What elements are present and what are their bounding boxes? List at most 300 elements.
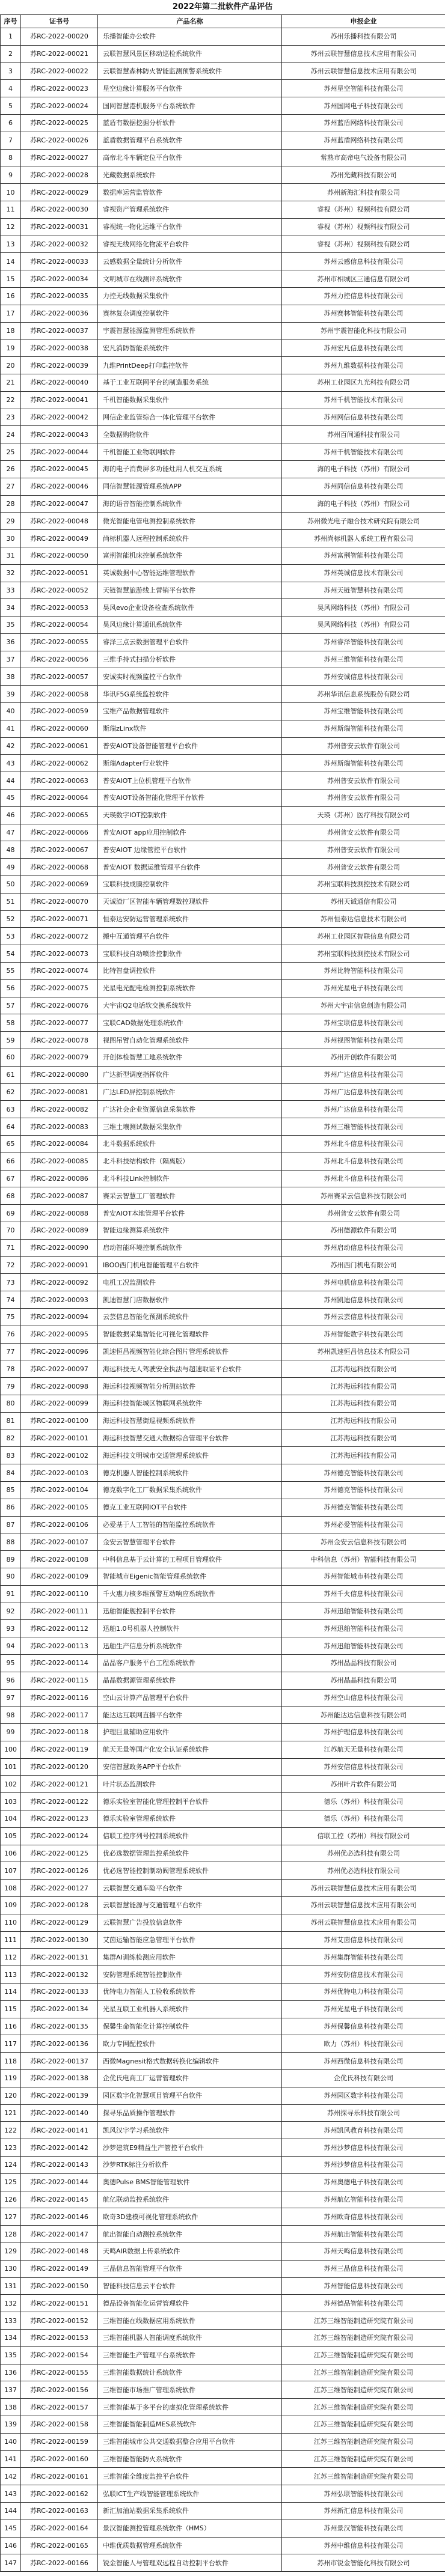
- company-cell: 苏州启动信息科技有限公司: [282, 1239, 445, 1256]
- product-name-cell: 新汇加油站数据采集系统软件: [98, 2502, 282, 2520]
- product-name-cell: 海远科技视频智能分析测站软件: [98, 1378, 282, 1395]
- cert-number-cell: 苏RC-2022-00122: [21, 1793, 98, 1810]
- seq-cell: 39: [1, 686, 21, 703]
- company-cell: 苏州宏凡信息科技有限公司: [282, 340, 445, 357]
- table-row: [1, 1984, 445, 2001]
- product-name-cell: 护理巨量辅助应用软件: [98, 1724, 282, 1741]
- product-name-cell: 晶晶客户服务平台工程系统软件: [98, 1654, 282, 1672]
- table-row: [1, 322, 445, 340]
- seq-cell: 6: [1, 114, 21, 132]
- product-name-cell: 安诚实时视频监控平台软件: [98, 668, 282, 686]
- product-name-cell: 三晶信息智能管理平台软件: [98, 2260, 282, 2277]
- cert-number-cell: 苏RC-2022-00084: [21, 1136, 98, 1153]
- product-name-cell: 光藏数据系统软件: [98, 166, 282, 184]
- product-name-cell: 全数据购物软件: [98, 426, 282, 443]
- product-name-cell: 三维智能智能制造MES系统软件: [98, 2416, 282, 2433]
- seq-cell: 129: [1, 2243, 21, 2261]
- product-name-cell: 力控无线数据采集软件: [98, 287, 282, 305]
- company-cell: 苏州千火信息科技有限公司: [282, 1585, 445, 1603]
- seq-cell: 49: [1, 859, 21, 876]
- table-row: [1, 1776, 445, 1793]
- company-cell: 江苏三维智能制造研究院有限公司: [282, 2364, 445, 2381]
- company-cell: 江苏三维智能制造研究院有限公司: [282, 2329, 445, 2346]
- company-cell: 常熟市高帝电气设备有限公司: [282, 149, 445, 166]
- product-name-cell: 基于工业互联网平台的制造服务系统: [98, 374, 282, 391]
- company-cell: 苏州护理信息科技有限公司: [282, 1724, 445, 1741]
- company-cell: 苏州普安云软件有限公司: [282, 841, 445, 859]
- company-cell: 苏州工业园区智联信息有限公司: [282, 928, 445, 945]
- cert-number-cell: 苏RC-2022-00162: [21, 2485, 98, 2503]
- company-cell: 苏州赛采云信息科技有限公司: [282, 1187, 445, 1205]
- product-name-cell: 光星互联工业机器人系统软件: [98, 2000, 282, 2018]
- table-row: [1, 1343, 445, 1360]
- table-row: [1, 1256, 445, 1274]
- cert-number-cell: 苏RC-2022-00149: [21, 2260, 98, 2277]
- product-name-cell: 天链智慧旅游线上营销平台软件: [98, 582, 282, 599]
- cert-number-cell: 苏RC-2022-00102: [21, 1447, 98, 1464]
- table-row: [1, 2018, 445, 2035]
- product-name-cell: 中维优质数据管理系统软件: [98, 2537, 282, 2554]
- seq-cell: 86: [1, 1499, 21, 1516]
- product-name-cell: 信联工控序列号控制系统软件: [98, 1827, 282, 1845]
- cert-number-cell: 苏RC-2022-00163: [21, 2502, 98, 2520]
- company-cell: 苏州比特智能科技有限公司: [282, 963, 445, 980]
- table-header: [1, 15, 445, 28]
- product-name-cell: 华讯F5G系统监控软件: [98, 686, 282, 703]
- seq-cell: 103: [1, 1793, 21, 1810]
- company-cell: 苏州宝联信息科技有限公司: [282, 1014, 445, 1032]
- seq-cell: 20: [1, 357, 21, 374]
- cert-number-cell: 苏RC-2022-00031: [21, 218, 98, 236]
- cert-number-cell: 苏RC-2022-00091: [21, 1256, 98, 1274]
- company-cell: 苏州普安云软件有限公司: [282, 824, 445, 841]
- table-row: [1, 1464, 445, 1482]
- product-name-cell: 集群AI训练检测应用软件: [98, 1949, 282, 1966]
- table-row: [1, 1689, 445, 1707]
- product-name-cell: 乐播智能办公软件: [98, 28, 282, 46]
- product-name-cell: 三维智能生产管理平台系统软件: [98, 2346, 282, 2364]
- table-row: [1, 1481, 445, 1499]
- company-cell: 苏州开创软件有限公司: [282, 1049, 445, 1067]
- cert-number-cell: 苏RC-2022-00109: [21, 1568, 98, 1585]
- product-name-cell: 搬中互通管理平台软件: [98, 928, 282, 945]
- table-row: [1, 1603, 445, 1620]
- table-row: [1, 1810, 445, 1828]
- cert-number-cell: 苏RC-2022-00050: [21, 547, 98, 564]
- table-row: [1, 1326, 445, 1343]
- product-name-cell: 赛采云智慧工厂管理软件: [98, 1187, 282, 1205]
- table-row: [1, 2399, 445, 2416]
- cert-number-cell: 苏RC-2022-00058: [21, 686, 98, 703]
- company-cell: 苏州迅舶智能科技有限公司: [282, 1637, 445, 1655]
- table-row: [1, 2312, 445, 2330]
- cert-number-cell: 苏RC-2022-00132: [21, 1966, 98, 1984]
- company-cell: 苏州北斗信息科技有限公司: [282, 1170, 445, 1187]
- seq-cell: 110: [1, 1914, 21, 1931]
- seq-cell: 4: [1, 80, 21, 97]
- company-cell: 苏州凯速恒昌信息技术有限公司: [282, 1343, 445, 1360]
- seq-cell: 47: [1, 824, 21, 841]
- seq-cell: 25: [1, 443, 21, 461]
- product-name-cell: 空山云计算产品管理平台软件: [98, 1689, 282, 1707]
- table-row: [1, 1170, 445, 1187]
- cert-number-cell: 苏RC-2022-00113: [21, 1637, 98, 1655]
- seq-cell: 66: [1, 1153, 21, 1170]
- table-row: [1, 1360, 445, 1378]
- cert-number-cell: 苏RC-2022-00071: [21, 910, 98, 928]
- cert-number-cell: 苏RC-2022-00150: [21, 2277, 98, 2295]
- company-cell: 江苏三维智能制造研究院有限公司: [282, 2399, 445, 2416]
- cert-number-cell: 苏RC-2022-00062: [21, 755, 98, 772]
- company-cell: 苏州普安云软件有限公司: [282, 859, 445, 876]
- seq-cell: 105: [1, 1827, 21, 1845]
- seq-cell: 29: [1, 513, 21, 530]
- seq-cell: 123: [1, 2139, 21, 2157]
- cert-number-cell: 苏RC-2022-00117: [21, 1707, 98, 1724]
- product-name-cell: 广达LED屏控制系统软件: [98, 1083, 282, 1101]
- seq-cell: 96: [1, 1672, 21, 1689]
- table-row: [1, 409, 445, 426]
- company-cell: 苏州广达信息科技有限公司: [282, 1083, 445, 1101]
- table-row: [1, 460, 445, 478]
- seq-cell: 130: [1, 2260, 21, 2277]
- company-cell: 苏州三维智能科技有限公司: [282, 1118, 445, 1136]
- table-row: [1, 876, 445, 894]
- company-cell: 江苏海远科技有限公司: [282, 1360, 445, 1378]
- table-row: [1, 1412, 445, 1430]
- table-row: [1, 1672, 445, 1689]
- product-name-cell: 云联智慧风景区移动巡检系统软件: [98, 45, 282, 62]
- cert-number-cell: 苏RC-2022-00092: [21, 1274, 98, 1291]
- table-row: [1, 1153, 445, 1170]
- product-name-cell: 启动智能环境控制系统软件: [98, 1239, 282, 1256]
- product-name-cell: 千机智能数据采集软件: [98, 391, 282, 409]
- product-name-cell: 德乐实验室管理系统软件: [98, 1810, 282, 1828]
- product-name-cell: 光星电光配电检测控制系统软件: [98, 979, 282, 997]
- product-name-cell: 迅舶生产信息分析系统软件: [98, 1637, 282, 1655]
- seq-cell: 99: [1, 1724, 21, 1741]
- product-name-cell: 三维智能基于多平台的虚拟化管理系统软件: [98, 2399, 282, 2416]
- seq-cell: 51: [1, 893, 21, 910]
- product-name-cell: 三维智能数据统计系统软件: [98, 2364, 282, 2381]
- table-row: [1, 478, 445, 495]
- cert-number-cell: 苏RC-2022-00155: [21, 2364, 98, 2381]
- product-name-cell: 航出智能自动测控系统软件: [98, 2226, 282, 2243]
- seq-cell: 120: [1, 2087, 21, 2104]
- seq-cell: 90: [1, 1568, 21, 1585]
- seq-cell: 92: [1, 1603, 21, 1620]
- table-row: [1, 910, 445, 928]
- seq-cell: 65: [1, 1136, 21, 1153]
- company-cell: 苏州天链智慧科技有限公司: [282, 582, 445, 599]
- cert-number-cell: 苏RC-2022-00098: [21, 1378, 98, 1395]
- seq-cell: 55: [1, 963, 21, 980]
- product-name-cell: 艾茵运输智能应急管理平台软件: [98, 1931, 282, 1949]
- company-cell: 苏州德品智能科技有限公司: [282, 2295, 445, 2312]
- seq-cell: 118: [1, 2053, 21, 2070]
- seq-cell: 124: [1, 2157, 21, 2174]
- cert-number-cell: 苏RC-2022-00165: [21, 2537, 98, 2554]
- product-name-cell: 云联智慧森林防火智能监测预警系统软件: [98, 62, 282, 80]
- cert-number-cell: 苏RC-2022-00136: [21, 2035, 98, 2053]
- product-name-cell: 海远科技无人驾驶安全执法与超速取证平台软件: [98, 1360, 282, 1378]
- seq-cell: 138: [1, 2399, 21, 2416]
- product-name-cell: 海远科技智慧街巡视频系统软件: [98, 1412, 282, 1430]
- seq-cell: 52: [1, 910, 21, 928]
- table-row: [1, 2502, 445, 2520]
- table-row: [1, 236, 445, 253]
- cert-number-cell: 苏RC-2022-00081: [21, 1083, 98, 1101]
- product-name-cell: 晶晶数据源管理系统软件: [98, 1672, 282, 1689]
- cert-number-cell: 苏RC-2022-00041: [21, 391, 98, 409]
- seq-cell: 27: [1, 478, 21, 495]
- seq-cell: 111: [1, 1931, 21, 1949]
- product-name-cell: 三维智能全维度监控平台软件: [98, 2468, 282, 2485]
- seq-cell: 19: [1, 340, 21, 357]
- company-cell: 苏州宝联科技测控技术有限公司: [282, 876, 445, 894]
- table-row: [1, 1845, 445, 1862]
- seq-cell: 76: [1, 1326, 21, 1343]
- company-cell: 苏州德克智能科技有限公司: [282, 1499, 445, 1516]
- product-name-cell: 广达社会企业资源信息采集软件: [98, 1101, 282, 1118]
- cert-number-cell: 苏RC-2022-00061: [21, 737, 98, 755]
- company-cell: 苏州艾茵信息科技有限公司: [282, 1931, 445, 1949]
- cert-number-cell: 苏RC-2022-00027: [21, 149, 98, 166]
- cert-number-cell: 苏RC-2022-00094: [21, 1308, 98, 1326]
- seq-cell: 95: [1, 1654, 21, 1672]
- company-cell: 苏州迅舶智能科技有限公司: [282, 1620, 445, 1637]
- cert-number-cell: 苏RC-2022-00080: [21, 1066, 98, 1083]
- seq-cell: 21: [1, 374, 21, 391]
- cert-number-cell: 苏RC-2022-00059: [21, 703, 98, 720]
- table-row: [1, 824, 445, 841]
- table-row: [1, 1568, 445, 1585]
- table-row: [1, 1707, 445, 1724]
- company-cell: 苏州大宇宙信息创造有限公司: [282, 997, 445, 1014]
- product-name-cell: 同信智慧能源管理系统APP: [98, 478, 282, 495]
- seq-cell: 91: [1, 1585, 21, 1603]
- company-cell: 中科信息（苏州）智能科技有限公司: [282, 1551, 445, 1568]
- seq-cell: 44: [1, 772, 21, 790]
- product-name-cell: 叶片状态监测软件: [98, 1776, 282, 1793]
- company-cell: 苏州智能数字科技有限公司: [282, 1326, 445, 1343]
- product-name-cell: 航亿联动监控系统软件: [98, 2191, 282, 2208]
- cert-number-cell: 苏RC-2022-00156: [21, 2381, 98, 2399]
- seq-cell: 74: [1, 1291, 21, 1309]
- product-name-cell: 开创体检智慧工地系统软件: [98, 1049, 282, 1067]
- seq-cell: 11: [1, 201, 21, 218]
- seq-cell: 3: [1, 62, 21, 80]
- cert-number-cell: 苏RC-2022-00063: [21, 772, 98, 790]
- table-row: [1, 391, 445, 409]
- company-cell: 苏州三晶信息科技有限公司: [282, 2260, 445, 2277]
- cert-number-cell: 苏RC-2022-00104: [21, 1481, 98, 1499]
- company-cell: 苏州沙梦信息科技有限公司: [282, 2139, 445, 2157]
- company-cell: 江苏航天无量科技有限公司: [282, 1741, 445, 1758]
- cert-number-cell: 苏RC-2022-00028: [21, 166, 98, 184]
- table-row: [1, 1187, 445, 1205]
- cert-number-cell: 苏RC-2022-00033: [21, 253, 98, 270]
- cert-number-cell: 苏RC-2022-00065: [21, 806, 98, 824]
- cert-number-cell: 苏RC-2022-00097: [21, 1360, 98, 1378]
- cert-number-cell: 苏RC-2022-00020: [21, 28, 98, 46]
- seq-cell: 46: [1, 806, 21, 824]
- header-seq: 序号: [1, 15, 21, 28]
- cert-number-cell: 苏RC-2022-00049: [21, 530, 98, 547]
- table-row: [1, 1101, 445, 1118]
- table-row: [1, 1014, 445, 1032]
- seq-cell: 1: [1, 28, 21, 46]
- cert-number-cell: 苏RC-2022-00025: [21, 114, 98, 132]
- company-cell: 苏州宝维智能科技有限公司: [282, 703, 445, 720]
- cert-number-cell: 苏RC-2022-00142: [21, 2139, 98, 2157]
- table-row: [1, 1395, 445, 1412]
- company-cell: 苏州天诚通信有限公司: [282, 893, 445, 910]
- product-name-cell: 优必选智能控制制动阀管理系统软件: [98, 1862, 282, 1880]
- company-cell: 苏州凯风教育科技有限公司: [282, 2122, 445, 2139]
- seq-cell: 137: [1, 2381, 21, 2399]
- cert-number-cell: 苏RC-2022-00044: [21, 443, 98, 461]
- company-cell: 苏州普安云软件有限公司: [282, 737, 445, 755]
- company-cell: 苏州光星电子科技有限公司: [282, 2000, 445, 2018]
- table-row: [1, 97, 445, 115]
- product-name-cell: 金安云智慧管理平台软件: [98, 1533, 282, 1551]
- cert-number-cell: 苏RC-2022-00089: [21, 1222, 98, 1239]
- table-row: [1, 893, 445, 910]
- seq-cell: 131: [1, 2277, 21, 2295]
- cert-number-cell: 苏RC-2022-00038: [21, 340, 98, 357]
- cert-number-cell: 苏RC-2022-00152: [21, 2312, 98, 2330]
- company-cell: 江苏三维智能制造研究院有限公司: [282, 2450, 445, 2468]
- seq-cell: 40: [1, 703, 21, 720]
- table-row: [1, 1308, 445, 1326]
- table-row: [1, 374, 445, 391]
- product-name-cell: 欧奇3D建模可视化管理系统软件: [98, 2208, 282, 2226]
- table-row: [1, 1205, 445, 1222]
- seq-cell: 143: [1, 2485, 21, 2503]
- product-name-cell: 三维手持式扫描分析软件: [98, 651, 282, 668]
- cert-number-cell: 苏RC-2022-00139: [21, 2087, 98, 2104]
- cert-number-cell: 苏RC-2022-00144: [21, 2173, 98, 2191]
- cert-number-cell: 苏RC-2022-00148: [21, 2243, 98, 2261]
- company-cell: 江苏三维智能制造研究院有限公司: [282, 2381, 445, 2399]
- header-row: [1, 15, 445, 28]
- table-row: [1, 651, 445, 668]
- product-name-cell: 普安AIOT app应用控制软件: [98, 824, 282, 841]
- cert-number-cell: 苏RC-2022-00046: [21, 478, 98, 495]
- product-name-cell: 三维智能在线数据应用系统软件: [98, 2312, 282, 2330]
- table-row: [1, 2468, 445, 2485]
- cert-number-cell: 苏RC-2022-00083: [21, 1118, 98, 1136]
- table-row: [1, 2173, 445, 2191]
- seq-cell: 23: [1, 409, 21, 426]
- table-row: [1, 253, 445, 270]
- cert-number-cell: 苏RC-2022-00093: [21, 1291, 98, 1309]
- cert-number-cell: 苏RC-2022-00045: [21, 460, 98, 478]
- table-row: [1, 2364, 445, 2381]
- cert-number-cell: 苏RC-2022-00100: [21, 1412, 98, 1430]
- seq-cell: 69: [1, 1205, 21, 1222]
- table-row: [1, 80, 445, 97]
- table-row: [1, 45, 445, 62]
- table-row: [1, 686, 445, 703]
- company-cell: 苏州安诚信息科技有限公司: [282, 668, 445, 686]
- table-row: [1, 668, 445, 686]
- seq-cell: 14: [1, 253, 21, 270]
- company-cell: 苏州三维智能科技有限公司: [282, 651, 445, 668]
- seq-cell: 104: [1, 1810, 21, 1828]
- seq-cell: 26: [1, 460, 21, 478]
- company-cell: 睿视（苏州）视频科技有限公司: [282, 236, 445, 253]
- cert-number-cell: 苏RC-2022-00131: [21, 1949, 98, 1966]
- product-name-cell: 文明城市在线测评系统软件: [98, 270, 282, 288]
- product-name-cell: 迅舶智能舰控制平台软件: [98, 1603, 282, 1620]
- company-cell: 苏州英诚信息技术有限公司: [282, 564, 445, 582]
- product-name-cell: 星空边缘计算服务平台软件: [98, 80, 282, 97]
- cert-number-cell: 苏RC-2022-00108: [21, 1551, 98, 1568]
- product-name-cell: 三维智能智能防火系统软件: [98, 2450, 282, 2468]
- cert-number-cell: 苏RC-2022-00079: [21, 1049, 98, 1067]
- seq-cell: 43: [1, 755, 21, 772]
- table-row: [1, 1083, 445, 1101]
- table-row: [1, 1049, 445, 1067]
- company-cell: 昊风网络科技（苏州）有限公司: [282, 599, 445, 617]
- cert-number-cell: 苏RC-2022-00043: [21, 426, 98, 443]
- cert-number-cell: 苏RC-2022-00130: [21, 1931, 98, 1949]
- table-row: [1, 495, 445, 513]
- product-name-cell: 九维PrintDeep打印监控软件: [98, 357, 282, 374]
- product-name-cell: 三维智能市场推广管理系统软件: [98, 2381, 282, 2399]
- seq-cell: 101: [1, 1758, 21, 1776]
- table-row: [1, 114, 445, 132]
- table-row: [1, 1758, 445, 1776]
- product-name-cell: 德品设备智能化运营管理软件: [98, 2295, 282, 2312]
- company-cell: 苏州天鸣信息科技有限公司: [282, 2243, 445, 2261]
- seq-cell: 127: [1, 2208, 21, 2226]
- product-name-cell: 电机工况监测软件: [98, 1274, 282, 1291]
- seq-cell: 114: [1, 1984, 21, 2001]
- seq-cell: 64: [1, 1118, 21, 1136]
- company-cell: 苏州北斗信息科技有限公司: [282, 1136, 445, 1153]
- seq-cell: 30: [1, 530, 21, 547]
- seq-cell: 128: [1, 2226, 21, 2243]
- table-row: [1, 149, 445, 166]
- company-cell: 苏州视图智能科技有限公司: [282, 1032, 445, 1049]
- product-name-cell: 大宇宙Q2电话软交换系统软件: [98, 997, 282, 1014]
- company-cell: 苏州同信信息科技有限公司: [282, 478, 445, 495]
- seq-cell: 85: [1, 1481, 21, 1499]
- product-name-cell: 富荆智能机床控制系统软件: [98, 547, 282, 564]
- product-name-cell: 智能数据采集智能化可视化管理软件: [98, 1326, 282, 1343]
- company-cell: 苏州西微信息科技有限公司: [282, 2053, 445, 2070]
- table-row: [1, 1620, 445, 1637]
- table-row: [1, 305, 445, 322]
- cert-number-cell: 苏RC-2022-00054: [21, 617, 98, 634]
- cert-number-cell: 苏RC-2022-00026: [21, 132, 98, 149]
- table-row: [1, 1862, 445, 1880]
- cert-number-cell: 苏RC-2022-00129: [21, 1914, 98, 1931]
- seq-cell: 10: [1, 184, 21, 201]
- table-row: [1, 218, 445, 236]
- cert-number-cell: 苏RC-2022-00160: [21, 2450, 98, 2468]
- cert-number-cell: 苏RC-2022-00064: [21, 790, 98, 807]
- product-name-cell: 沙梦建筑E9精益生产管控平台软件: [98, 2139, 282, 2157]
- product-name-cell: 北斗科技结构软件（隔离版）: [98, 1153, 282, 1170]
- product-name-cell: 智能科技信息云平台软件: [98, 2277, 282, 2295]
- product-name-cell: 广达新型调度指挥软件: [98, 1066, 282, 1083]
- product-name-cell: 凯速恒昌视频智能化综合图片管理系统软件: [98, 1343, 282, 1360]
- header-company: 申报企业: [282, 15, 445, 28]
